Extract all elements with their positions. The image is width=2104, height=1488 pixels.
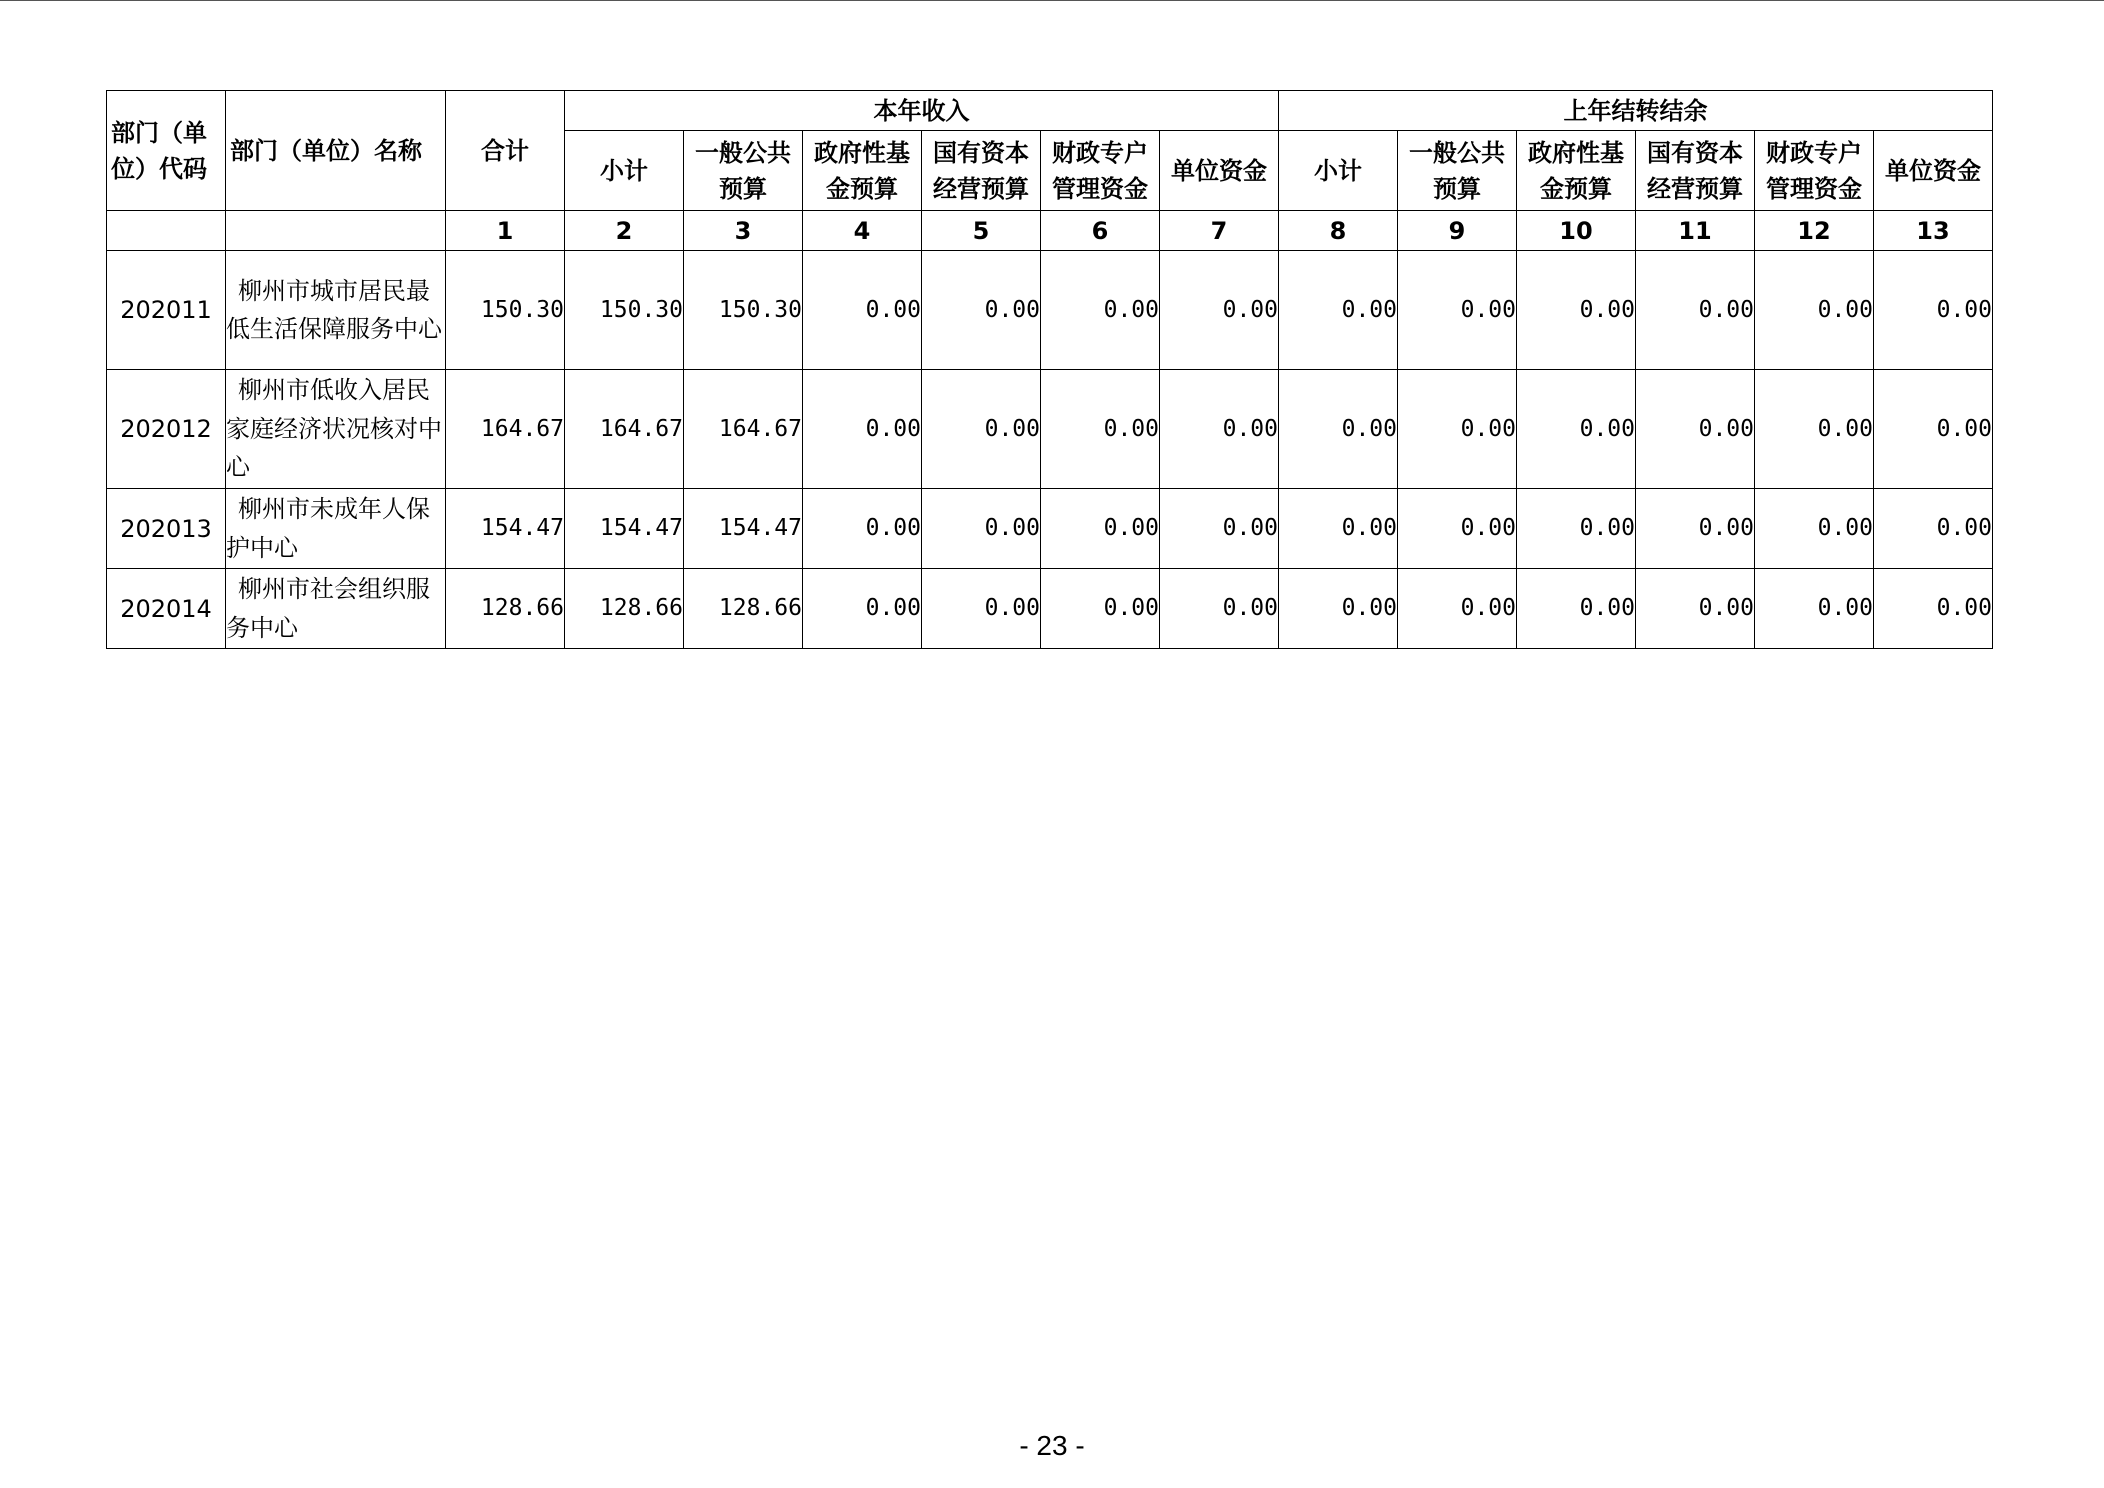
amount-cell: 0.00	[1517, 569, 1636, 649]
page-number: - 23 -	[1019, 1430, 1085, 1461]
amount-cell: 0.00	[1398, 569, 1517, 649]
index-cell: 13	[1874, 211, 1993, 251]
amount-cell: 154.47	[684, 489, 803, 569]
amount-cell: 0.00	[922, 370, 1041, 489]
amount-cell: 0.00	[1279, 251, 1398, 370]
header-current-subtotal: 小计	[565, 131, 684, 211]
amount-cell: 128.66	[684, 569, 803, 649]
header-carryover-unit-funds: 单位资金	[1874, 131, 1993, 211]
amount-cell: 0.00	[922, 489, 1041, 569]
header-name: 部门（单位）名称	[226, 91, 446, 211]
unit-code-cell: 202012	[107, 370, 226, 489]
amount-cell: 150.30	[565, 251, 684, 370]
amount-cell: 0.00	[1636, 370, 1755, 489]
amount-cell: 0.00	[1517, 251, 1636, 370]
amount-cell: 0.00	[1517, 489, 1636, 569]
amount-cell: 0.00	[1041, 489, 1160, 569]
amount-cell: 0.00	[1041, 251, 1160, 370]
unit-name-cell: 柳州市低收入居民家庭经济状况核对中心	[226, 370, 446, 489]
amount-cell: 164.67	[684, 370, 803, 489]
amount-cell: 154.47	[565, 489, 684, 569]
table-row	[107, 569, 1993, 649]
header-carryover-special-account: 财政专户管理资金	[1755, 131, 1874, 211]
amount-cell: 0.00	[1636, 569, 1755, 649]
index-cell: 4	[803, 211, 922, 251]
unit-code-cell: 202014	[107, 569, 226, 649]
header-current-state-capital: 国有资本经营预算	[922, 131, 1041, 211]
amount-cell: 0.00	[1755, 569, 1874, 649]
amount-cell: 150.30	[446, 251, 565, 370]
amount-cell: 0.00	[1755, 251, 1874, 370]
amount-cell: 0.00	[1160, 251, 1279, 370]
amount-cell: 0.00	[803, 370, 922, 489]
unit-name-cell: 柳州市社会组织服务中心	[226, 569, 446, 649]
amount-cell: 128.66	[446, 569, 565, 649]
top-border-line	[0, 0, 2104, 1]
amount-cell: 0.00	[1755, 370, 1874, 489]
amount-cell: 0.00	[803, 489, 922, 569]
index-cell: 3	[684, 211, 803, 251]
header-group-current-income: 本年收入	[565, 91, 1279, 131]
amount-cell: 164.67	[565, 370, 684, 489]
table-row	[107, 370, 1993, 489]
unit-code-cell: 202011	[107, 251, 226, 370]
header-current-special-account: 财政专户管理资金	[1041, 131, 1160, 211]
index-cell: 1	[446, 211, 565, 251]
index-cell: 6	[1041, 211, 1160, 251]
amount-cell: 0.00	[1398, 251, 1517, 370]
amount-cell: 0.00	[1755, 489, 1874, 569]
header-current-gov-fund: 政府性基金预算	[803, 131, 922, 211]
index-cell: 10	[1517, 211, 1636, 251]
header-row-groups	[107, 91, 1993, 131]
index-cell: 8	[1279, 211, 1398, 251]
header-row-index	[107, 211, 1993, 251]
table-row	[107, 489, 1993, 569]
index-cell-empty	[226, 211, 446, 251]
amount-cell: 0.00	[1041, 370, 1160, 489]
index-cell: 12	[1755, 211, 1874, 251]
header-carryover-gov-fund: 政府性基金预算	[1517, 131, 1636, 211]
amount-cell: 0.00	[1636, 489, 1755, 569]
amount-cell: 0.00	[1279, 489, 1398, 569]
header-carryover-subtotal: 小计	[1279, 131, 1398, 211]
amount-cell: 0.00	[1041, 569, 1160, 649]
amount-cell: 164.67	[446, 370, 565, 489]
amount-cell: 0.00	[1398, 370, 1517, 489]
amount-cell: 150.30	[684, 251, 803, 370]
table-row	[107, 251, 1993, 370]
amount-cell: 0.00	[1874, 569, 1993, 649]
amount-cell: 0.00	[803, 251, 922, 370]
amount-cell: 0.00	[1874, 489, 1993, 569]
index-cell-empty	[107, 211, 226, 251]
amount-cell: 154.47	[446, 489, 565, 569]
amount-cell: 0.00	[1874, 251, 1993, 370]
index-cell: 5	[922, 211, 1041, 251]
unit-code-cell: 202013	[107, 489, 226, 569]
amount-cell: 0.00	[1160, 370, 1279, 489]
unit-name-cell: 柳州市城市居民最低生活保障服务中心	[226, 251, 446, 370]
amount-cell: 0.00	[1874, 370, 1993, 489]
header-total: 合计	[446, 91, 565, 211]
amount-cell: 0.00	[1517, 370, 1636, 489]
amount-cell: 0.00	[1279, 569, 1398, 649]
header-carryover-state-capital: 国有资本经营预算	[1636, 131, 1755, 211]
amount-cell: 0.00	[922, 251, 1041, 370]
header-carryover-general-public: 一般公共预算	[1398, 131, 1517, 211]
unit-name-cell: 柳州市未成年人保护中心	[226, 489, 446, 569]
amount-cell: 0.00	[803, 569, 922, 649]
header-current-general-public: 一般公共预算	[684, 131, 803, 211]
amount-cell: 0.00	[1160, 569, 1279, 649]
amount-cell: 0.00	[1636, 251, 1755, 370]
index-cell: 7	[1160, 211, 1279, 251]
index-cell: 9	[1398, 211, 1517, 251]
budget-income-table	[106, 90, 1993, 649]
header-group-carryover: 上年结转结余	[1279, 91, 1993, 131]
amount-cell: 0.00	[1398, 489, 1517, 569]
index-cell: 2	[565, 211, 684, 251]
header-current-unit-funds: 单位资金	[1160, 131, 1279, 211]
header-code: 部门（单位）代码	[107, 91, 226, 211]
index-cell: 11	[1636, 211, 1755, 251]
amount-cell: 0.00	[922, 569, 1041, 649]
amount-cell: 0.00	[1160, 489, 1279, 569]
amount-cell: 128.66	[565, 569, 684, 649]
amount-cell: 0.00	[1279, 370, 1398, 489]
